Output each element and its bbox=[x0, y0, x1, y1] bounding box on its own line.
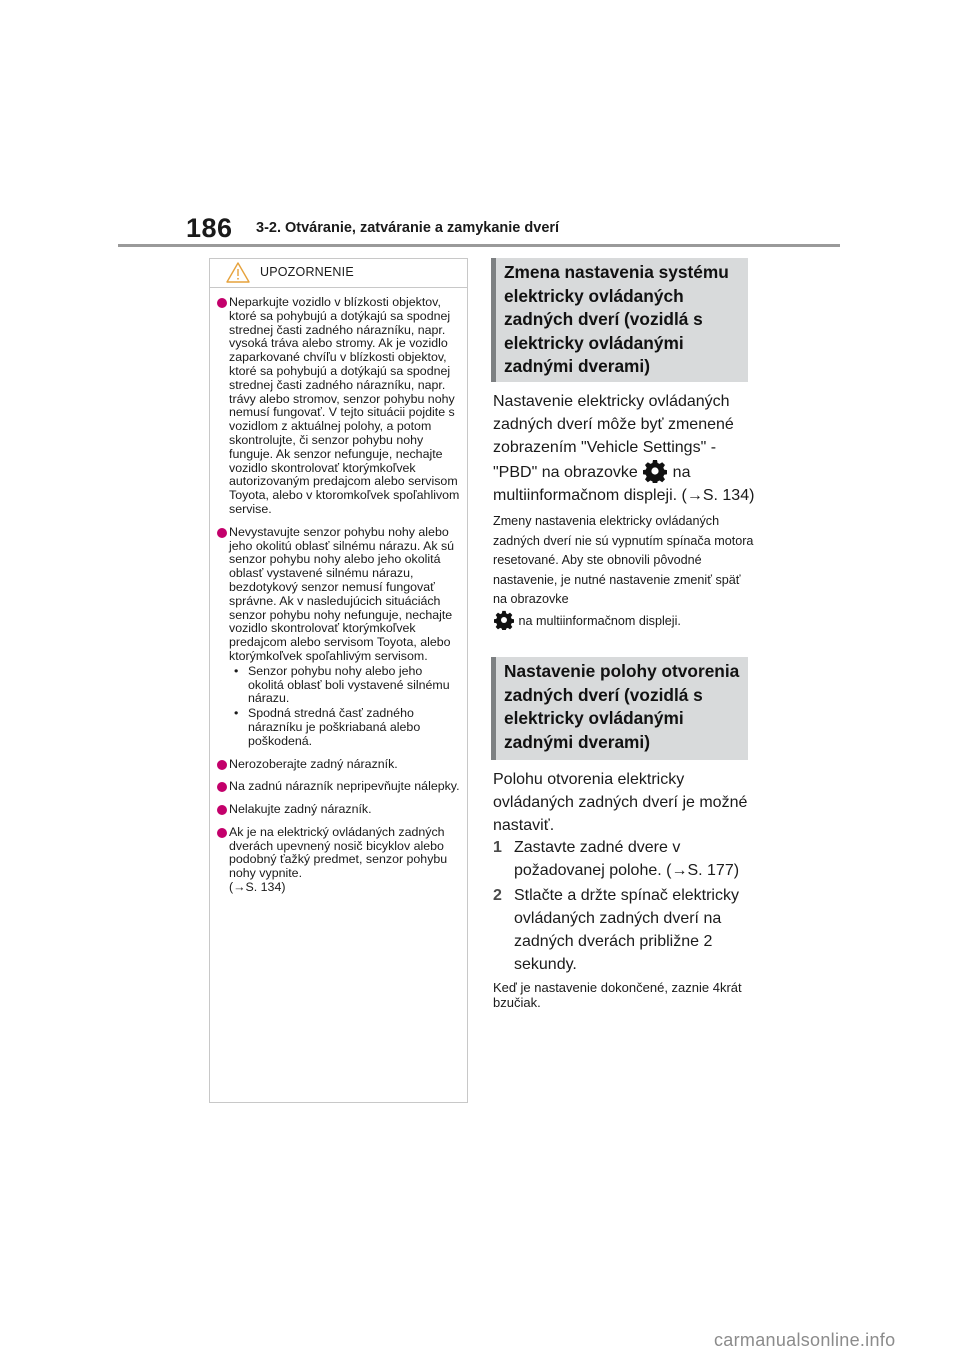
section-heading-text: Zmena nastavenia systému elektricky ovládaných zadných dverí (vozidlá s elektricky ovládanými zadnými dverami) bbox=[504, 262, 729, 376]
warning-item bbox=[218, 758, 461, 772]
warning-body bbox=[210, 288, 467, 895]
warning-header bbox=[210, 259, 467, 288]
warning-subitem bbox=[229, 665, 461, 706]
step-2 bbox=[493, 884, 753, 976]
section1-note: Zmeny nastavenia elektricky ovládaných zadných dverí nie sú vypnutím spínača motora resetované. Aby ste obnovili pôvodné nastavenie, je nutné nastavenie zmeniť späť na obrazovke na multiinformačnom displeji. bbox=[493, 512, 755, 631]
warning-triangle-icon bbox=[226, 262, 250, 283]
warning-item-text: Nevystavujte senzor pohybu nohy alebo jeho okolitú oblasť silnému nárazu. Ak sú senzor pohybu nohy alebo jeho okolitá oblasť vystavené silnému nárazu, bezdotykový senzor nemusí fungovať správne. Ak v nasledujúcich situáciách senzor pohybu nohy nefunguje, nechajte vozidlo skontrolovať ktorýmkoľvek predajcom alebo servisom Toyota, alebo ktorýmkoľvek spoľahlivým servisom. bbox=[229, 524, 455, 663]
step-number: 2 bbox=[493, 887, 502, 904]
warning-item bbox=[218, 826, 461, 895]
chapter-title: 3-2. Otváranie, zatváranie a zamykanie dverí bbox=[256, 220, 560, 236]
header-divider bbox=[118, 244, 840, 247]
section2-note: Keď je nastavenie dokončené, zaznie 4krát bzučiak. bbox=[493, 980, 742, 1010]
page-number: 186 bbox=[186, 213, 233, 243]
warning-subitem bbox=[229, 707, 461, 748]
warning-subitem-text: Spodná stredná časť zadného nárazníku je poškriabaná alebo poškodená. bbox=[248, 706, 421, 748]
section-heading-open-position bbox=[491, 657, 748, 760]
warning-item-text: Na zadnú nárazník nepripevňujte nálepky. bbox=[229, 779, 460, 794]
section1-paragraph: Nastavenie elektricky ovládaných zadných dverí môže byť zmenené zobrazením "Vehicle Settings" - "PBD" na obrazovke na multiinformačnom displeji. (→S. 134) bbox=[493, 393, 755, 504]
sub-bullet-icon: • bbox=[234, 706, 239, 721]
settings-gear-icon bbox=[494, 610, 514, 630]
bullet-icon bbox=[217, 298, 227, 308]
warning-item-text: Neparkujte vozidlo v blízkosti objektov, ktoré sa pohybujú a dotýkajú sa spodnej strednej časti zadného nárazníku, napr. vysoká tráva alebo stromy. Ak je vozidlo zaparkované chvíľu v blízkosti objektov, ktoré sa pohybujú a dotýkajú sa spodnej strednej časti zadného nárazníku, napr. trávy alebo stromov, senzor pohybu nohy nemusí fungovať. V tejto situácii pojdite s vozidlom z aktuálnej polohy, a potom skontrolujte, či senzor pohybu nohy funguje. Ak senzor nefunguje, nechajte vozidlo skontrolovať ktorýmkoľvek autorizovaným predajcom alebo servisom Toyota, alebo v ktoromkoľvek spoľahlivom servise. bbox=[229, 295, 460, 516]
section-heading-text: Nastavenie polohy otvorenia zadných dverí (vozidlá s elektricky ovládanými zadnými dverami) bbox=[504, 661, 740, 752]
sub-bullet-icon: • bbox=[234, 663, 239, 678]
bullet-icon bbox=[217, 528, 227, 538]
warning-item bbox=[218, 780, 461, 794]
warning-box bbox=[209, 258, 468, 1103]
step-text: Stlačte a držte spínač elektricky ovládaných zadných dverí na zadných dverách približne 2 sekundy. bbox=[514, 887, 739, 973]
bullet-icon bbox=[217, 760, 227, 770]
bullet-icon bbox=[217, 805, 227, 815]
warning-subitem-text: Senzor pohybu nohy alebo jeho okolitá oblasť boli vystavené silnému nárazu. bbox=[248, 663, 450, 706]
settings-gear-icon bbox=[643, 459, 667, 483]
page-reference-link[interactable]: (→S. 134) bbox=[229, 880, 286, 895]
warning-item bbox=[218, 526, 461, 749]
section2-intro: Polohu otvorenia elektricky ovládaných zadných dverí je možné nastaviť. bbox=[493, 771, 748, 834]
warning-item bbox=[218, 296, 461, 517]
bullet-icon bbox=[217, 828, 227, 838]
section-heading-pbd-settings bbox=[491, 258, 748, 382]
bullet-icon bbox=[217, 782, 227, 792]
warning-item-text: Ak je na elektrický ovládaných zadných dverách upevnený nosič bicyklov alebo podobný ťažký predmet, senzor pohybu nohy vypnite. (→S. 134) bbox=[229, 824, 448, 895]
watermark: carmanualsonline.info bbox=[714, 1330, 896, 1350]
step-number: 1 bbox=[493, 839, 502, 856]
warning-title: UPOZORNENIE bbox=[260, 265, 354, 279]
warning-item-text: Nerozoberajte zadný nárazník. bbox=[229, 756, 398, 771]
warning-item bbox=[218, 803, 461, 817]
step-1 bbox=[493, 836, 753, 882]
warning-item-text: Nelakujte zadný nárazník. bbox=[229, 802, 372, 817]
step-text: Zastavte zadné dvere v požadovanej polohe. (→S. 177) bbox=[514, 839, 740, 879]
